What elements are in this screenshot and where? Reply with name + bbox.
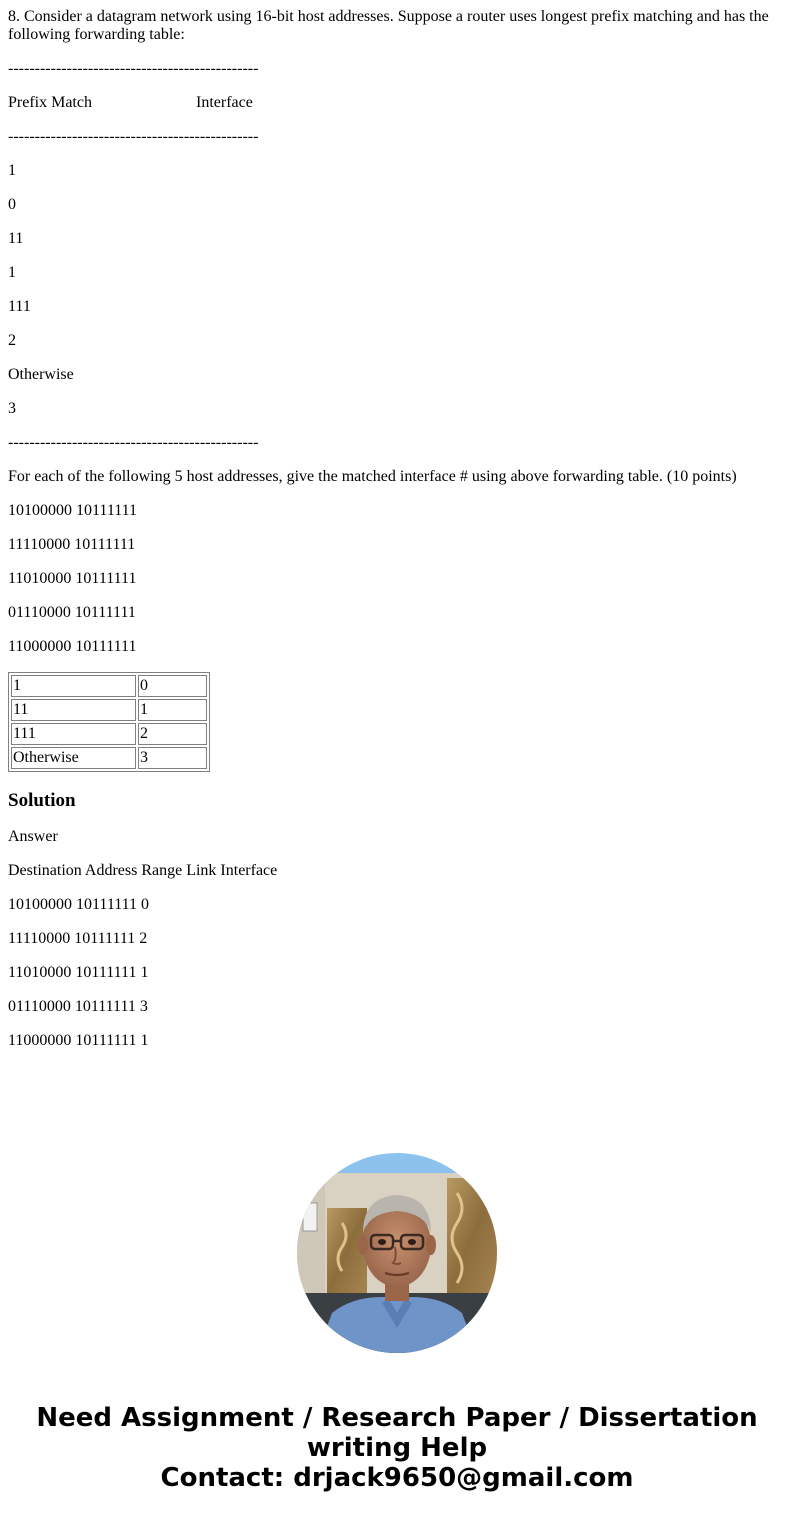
table-cell-interface: 0 bbox=[138, 675, 207, 697]
header-prefix-match: Prefix Match bbox=[8, 94, 92, 111]
plain-row: 0 bbox=[8, 196, 16, 213]
divider-bottom: ----------------------------------------------- bbox=[8, 434, 259, 451]
table-cell-interface: 2 bbox=[138, 723, 207, 745]
host-address: 10100000 10111111 bbox=[8, 502, 138, 519]
promo-contact: Contact: drjack9650@gmail.com bbox=[160, 1463, 634, 1493]
table-cell-prefix: 1 bbox=[11, 675, 136, 697]
plain-row: 3 bbox=[8, 400, 16, 417]
plain-row: Otherwise bbox=[8, 366, 74, 383]
table-cell-interface: 3 bbox=[138, 747, 207, 769]
promo-banner bbox=[0, 1403, 794, 1493]
divider-top: ----------------------------------------------- bbox=[8, 60, 259, 77]
question-title: 8. Consider a datagram network using 16-bit host addresses. Suppose a router uses longest prefix matching and has the following forwarding table: bbox=[8, 8, 769, 43]
table-row bbox=[11, 723, 207, 745]
plain-row: 1 bbox=[8, 162, 16, 179]
solution-heading: Solution bbox=[8, 790, 76, 811]
forwarding-table bbox=[8, 672, 210, 772]
promo-line-2: writing Help bbox=[306, 1433, 488, 1463]
host-address: 11110000 10111111 bbox=[8, 536, 136, 553]
plain-row: 11 bbox=[8, 230, 24, 247]
table-header-line bbox=[8, 94, 786, 112]
document-body bbox=[8, 8, 786, 1066]
answer-row: 11110000 10111111 2 bbox=[8, 930, 148, 947]
plain-row: 111 bbox=[8, 298, 31, 315]
table-row bbox=[11, 747, 207, 769]
author-photo-icon bbox=[297, 1153, 497, 1353]
host-address: 11000000 10111111 bbox=[8, 638, 137, 655]
plain-row: 1 bbox=[8, 264, 16, 281]
table-row bbox=[11, 699, 207, 721]
table-cell-prefix: Otherwise bbox=[11, 747, 136, 769]
host-address: 11010000 10111111 bbox=[8, 570, 137, 587]
answer-columns: Destination Address Range Link Interface bbox=[8, 862, 278, 879]
plain-row: 2 bbox=[8, 332, 16, 349]
table-row bbox=[11, 675, 207, 697]
table-cell-prefix: 11 bbox=[11, 699, 136, 721]
answer-label: Answer bbox=[8, 828, 58, 845]
instruction-text: For each of the following 5 host addresses, give the matched interface # using above forwarding table. (10 points) bbox=[8, 468, 737, 485]
divider-mid: ----------------------------------------------- bbox=[8, 128, 259, 145]
table-cell-interface: 1 bbox=[138, 699, 207, 721]
answer-row: 01110000 10111111 3 bbox=[8, 998, 148, 1015]
header-interface: Interface bbox=[196, 94, 253, 111]
answer-row: 10100000 10111111 0 bbox=[8, 896, 150, 913]
answer-row: 11010000 10111111 1 bbox=[8, 964, 149, 981]
promo-line-1: Need Assignment / Research Paper / Dissertation bbox=[36, 1403, 758, 1433]
host-address: 01110000 10111111 bbox=[8, 604, 136, 621]
answer-row: 11000000 10111111 1 bbox=[8, 1032, 149, 1049]
table-cell-prefix: 111 bbox=[11, 723, 136, 745]
